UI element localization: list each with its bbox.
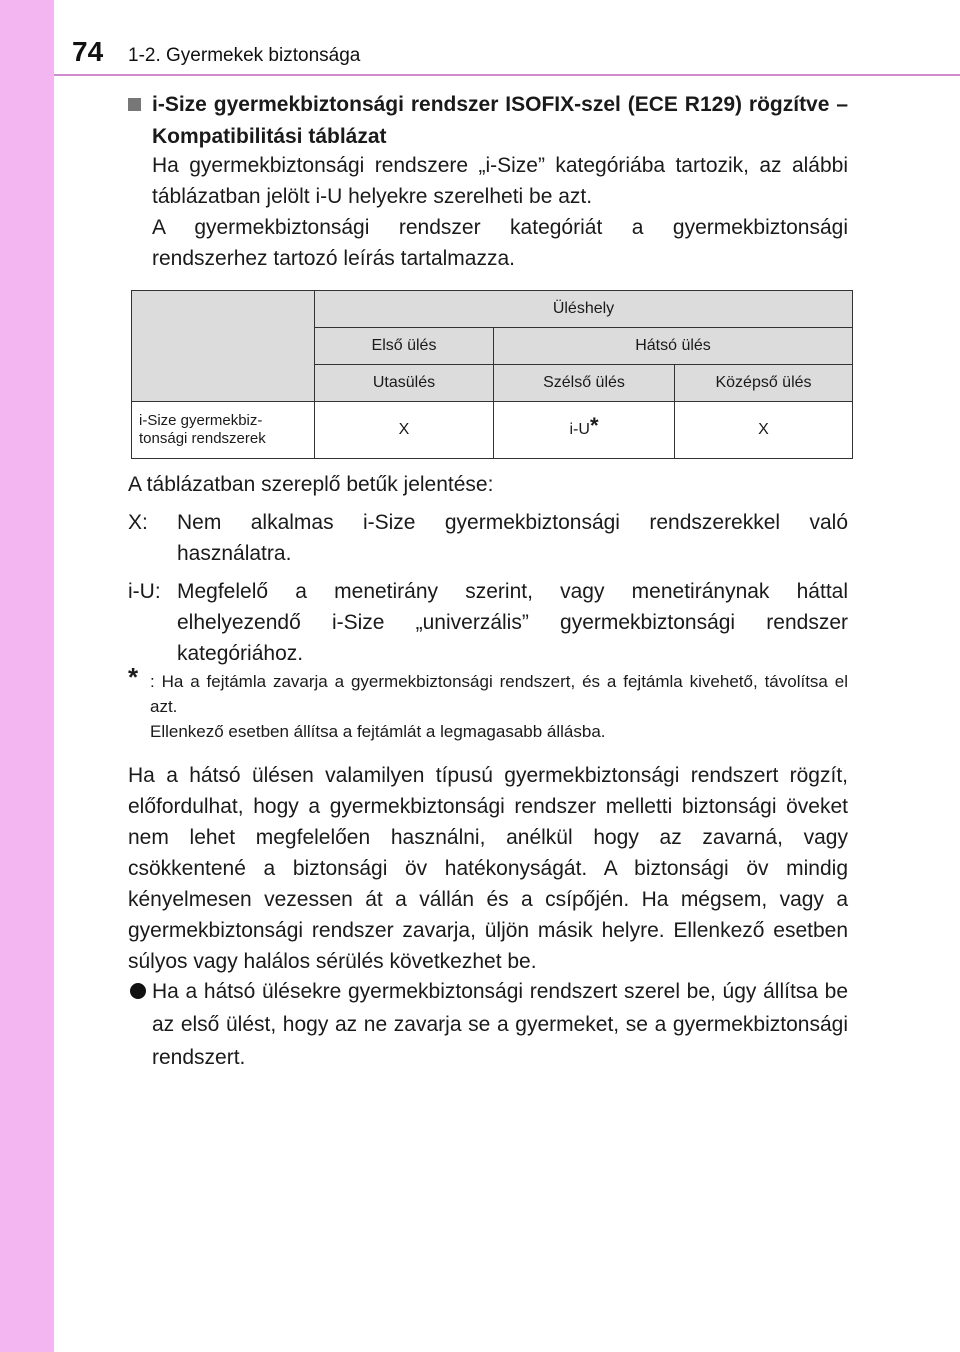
- table-corner-cell: [132, 291, 315, 402]
- row-label-isize: [132, 402, 315, 459]
- cell-center-value: X: [675, 402, 853, 459]
- legend-key: X:: [128, 511, 148, 534]
- header-passenger-seat: Utasülés: [315, 365, 494, 402]
- section-heading: [128, 89, 848, 153]
- cell-passenger-value: X: [315, 402, 494, 459]
- legend-description: Nem alkalmas i-Size gyermekbiztonsági rendszerekkel való használatra.: [177, 511, 848, 565]
- row-label-line-1: i-Size gyermekbiz-: [139, 412, 263, 429]
- footnote-line-2: Ellenkező esetben állítsa a fejtámlát a legmagasabb állásba.: [150, 722, 606, 741]
- intro-paragraph-1: Ha gyermekbiztonsági rendszere „i-Size” kategóriába tartozik, az alábbi táblázatban jelölt i-U helyekre szerelheti be azt.: [152, 154, 848, 208]
- legend-description: Megfelelő a menetirány szerint, vagy menetiránynak háttal elhelyezendő i-Size „univerzális” gyermekbiztonsági rendszer kategóriához.: [177, 580, 848, 665]
- legend-title: A táblázatban szereplő betűk jelentése:: [128, 473, 494, 496]
- header-outboard-seat: Szélső ülés: [494, 365, 675, 402]
- page-number: 74: [72, 36, 104, 67]
- running-header: 1-2. Gyermekek biztonsága: [128, 45, 361, 66]
- cell-outboard-value: [494, 402, 675, 459]
- footnote: [128, 662, 848, 744]
- compatibility-table: [131, 290, 853, 459]
- header-seating-position: Üléshely: [315, 291, 853, 328]
- header-rear-seat: Hátsó ülés: [494, 328, 853, 365]
- header-front-seat: Első ülés: [315, 328, 494, 365]
- warning-paragraph: Ha a hátsó ülésen valamilyen típusú gyermekbiztonsági rendszert rögzít, előfordulhat, hogy a gyermekbiztonsági rendszer melletti biztonsági öveket nem lehet megfelelően használni, anélkül hogy az zavarná, vagy csökkentené a biztonsági öv hatékonyságát. A biztonsági öv mindig kényelmesen vezessen át a vállán és a csípőjén. Ha mégsem, vagy a gyermekbiztonsági rendszer zavarja, üljön másik helyre. Ellenkező esetben súlyos vagy halálos sérülés következhet be.: [128, 764, 848, 973]
- square-bullet-icon: [128, 98, 141, 111]
- intro-paragraph-2: A gyermekbiztonsági rendszer kategóriát a gyermekbiztonsági rendszerhez tartozó leírás tartalmazza.: [152, 216, 848, 270]
- footnote-text: [150, 669, 848, 744]
- round-bullet-icon: [130, 983, 146, 999]
- footnote-line-1: : Ha a fejtámla zavarja a gyermekbiztonsági rendszert, és a fejtámla kivehető, távolítsa el azt.: [150, 672, 848, 716]
- bullet-text: Ha a hátsó ülésekre gyermekbiztonsági rendszert szerel be, úgy állítsa be az első ülést, hogy az ne zavarja se a gyermeket, se a gyermekbiztonsági rendszert.: [152, 980, 848, 1069]
- legend-item: [128, 507, 848, 569]
- footnote-star-icon: *: [128, 662, 139, 692]
- footnote-mark: *: [589, 413, 599, 438]
- header-center-seat: Középső ülés: [675, 365, 853, 402]
- legend-item: [128, 576, 848, 669]
- section-heading-text: i-Size gyermekbiztonsági rendszer ISOFIX-szel (ECE R129) rögzítve – Kompatibilitási táblázat: [152, 93, 848, 148]
- row-label-line-2: tonsági rendszerek: [139, 430, 266, 447]
- chapter-tab-strip: [0, 0, 54, 1352]
- legend-key: i-U:: [128, 580, 161, 603]
- cell-outboard-text: i-U: [569, 421, 590, 438]
- header-divider: [54, 74, 960, 76]
- bullet-item: [128, 975, 848, 1074]
- intro-text: [152, 150, 848, 274]
